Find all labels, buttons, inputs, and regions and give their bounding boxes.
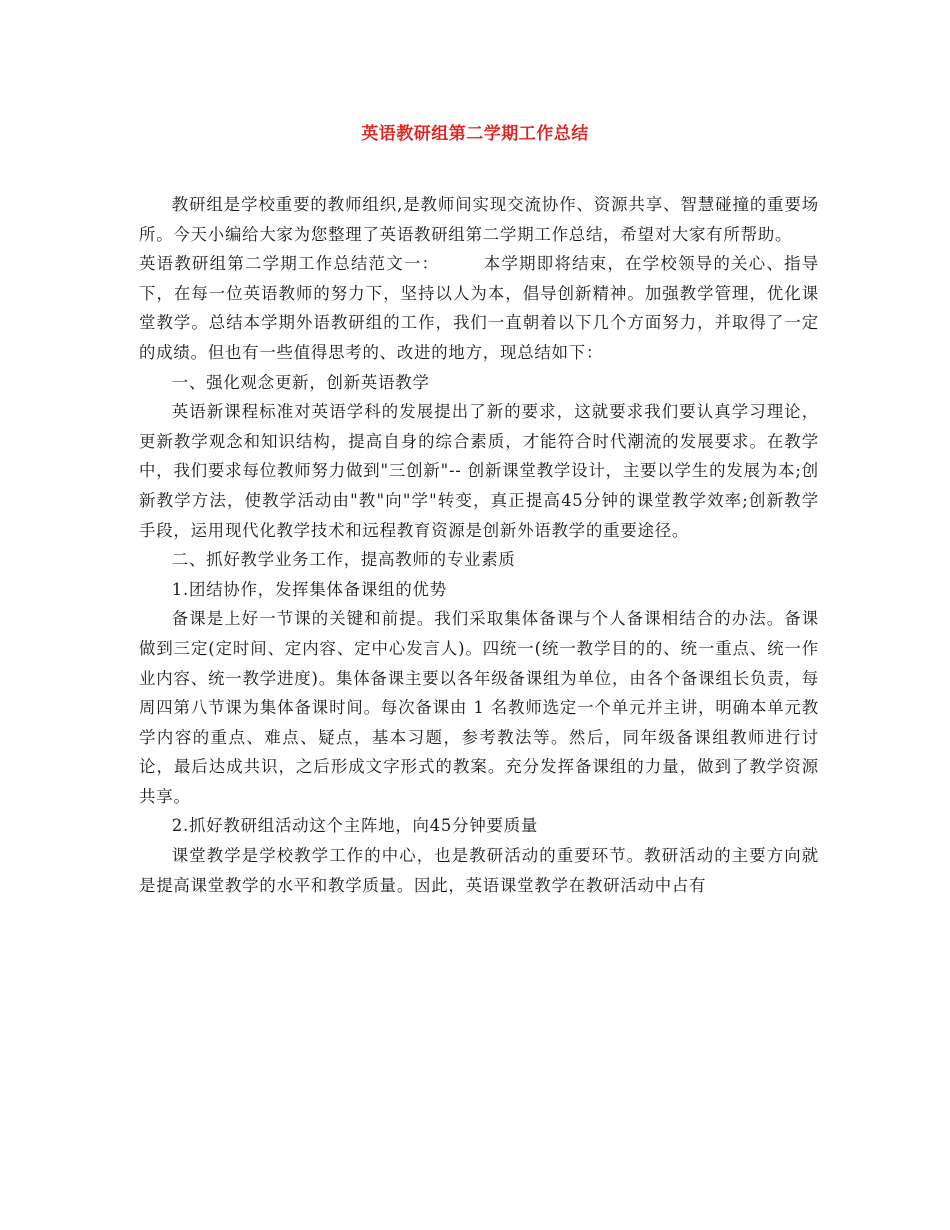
document-body	[139, 190, 819, 900]
subsection-2-2-paragraph: 课堂教学是学校教学工作的中心，也是教研活动的重要环节。教研活动的主要方向就是提高课堂教学的水平和教学质量。因此，英语课堂教学在教研活动中占有	[139, 846, 819, 895]
sample-opening-text: 本学期即将结束，在学校领导的关心、指导下，在每一位英语教师的努力下，坚持以人为本，倡导创新精神。加强教学管理，优化课堂教学。总结本学期外语教研组的工作，我们一直朝着以下几个方面努力，并取得了一定的成绩。但也有一些值得思考的、改进的地方，现总结如下：	[139, 254, 819, 362]
subheading-2-2: 2.抓好教研组活动这个主阵地，向45分钟要质量	[171, 816, 539, 836]
document-title: 英语教研组第二学期工作总结	[361, 124, 589, 144]
sample-heading: 英语教研组第二学期工作总结范文一：	[139, 254, 440, 274]
section-1-paragraph: 英语新课程标准对英语学科的发展提出了新的要求，这就要求我们要认真学习理论，更新教学观念和知识结构，提高自身的综合素质，才能符合时代潮流的发展要求。在教学中，我们要求每位教师努力做到"三创新"-- 创新课堂教学设计，主要以学生的发展为本;创新教学方法，使教学活动由"教"向"学"转变，真正提高45分钟的课堂教学效率;创新教学手段，运用现代化教学技术和远程教育资源是创新外语教学的重要途径。	[139, 402, 819, 540]
intro-paragraph: 教研组是学校重要的教师组织,是教师间实现交流协作、资源共享、智慧碰撞的重要场所。今天小编给大家为您整理了英语教研组第二学期工作总结，希望对大家有所帮助。	[139, 195, 819, 244]
section-heading-1: 一、强化观念更新，创新英语教学	[171, 372, 430, 392]
section-heading-2: 二、抓好教学业务工作，提高教师的专业素质	[171, 550, 516, 570]
subsection-2-1-paragraph: 备课是上好一节课的关键和前提。我们采取集体备课与个人备课相结合的办法。备课做到三定(定时间、定内容、定中心发言人)。四统一(统一教学目的的、统一重点、统一作业内容、统一教学进度)。集体备课主要以各年级备课组为单位，由各个备课组长负责，每周四第八节课为集体备课时间。每次备课由 1 名教师选定一个单元并主讲，明确本单元教学内容的重点、难点、疑点，基本习题，参考教法等。然后，同年级备课组教师进行讨论，最后达成共识，之后形成文字形式的教案。充分发挥备课组的力量，做到了教学资源共享。	[139, 609, 819, 806]
subheading-2-1: 1.团结协作，发挥集体备课组的优势	[171, 579, 447, 599]
sample-paragraph	[139, 249, 819, 367]
